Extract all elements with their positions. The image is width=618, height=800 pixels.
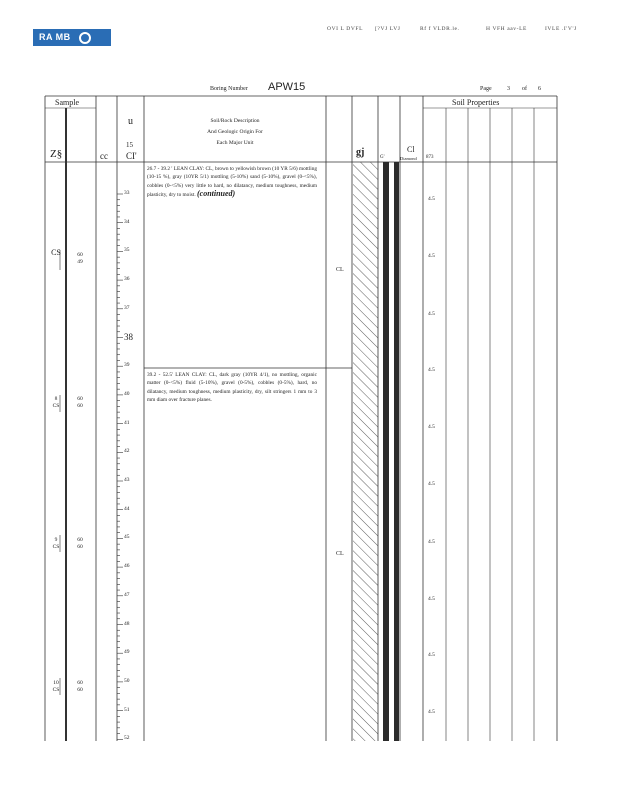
sample-4-blows: 60	[77, 686, 83, 693]
description-header-line-3: Each Major Unit	[216, 140, 254, 146]
sample-1-id	[48, 250, 64, 257]
header-label-873: 873	[426, 155, 434, 160]
header-label-u: u	[128, 116, 133, 127]
depth-label: 35	[124, 247, 130, 254]
depth-label: 39	[124, 362, 130, 369]
header-label-z: Z§	[50, 148, 63, 160]
pocket-pen-value: 4.5	[428, 253, 435, 259]
depth-label: 48	[124, 620, 130, 627]
unit-description-2-text: 39.2 - 52.5' LEAN CLAY: CL, dark gray (10YR 4/1), no mottling, organic matter (0-<5%) fluid (5-10%), gravel (0-5%), cobbles (0-5%), hard, no dilatancy, medium toughness, medium plasticity, dry, silt stringers 1 mm to 3 mm diam over fracture planes.	[147, 372, 317, 403]
sample-3-blows: 60	[77, 543, 83, 550]
description-header	[180, 116, 290, 149]
sample-2-values	[72, 396, 88, 409]
sample-3-type: CS	[52, 543, 60, 550]
pocket-pen-value: 4.5	[428, 424, 435, 430]
top-field-2: [?VJ LVJ	[375, 26, 401, 32]
depth-label: 40	[124, 390, 130, 397]
unit-description-2	[147, 371, 317, 404]
uscs-symbol-1: CL	[336, 267, 344, 273]
header-label-cc: cc	[100, 151, 108, 161]
header-label-ci: CI'	[126, 151, 137, 161]
sample-3-values	[72, 537, 88, 550]
top-field-4: H VFH aav-LE	[486, 26, 528, 32]
description-header-line-2: And Geologic Origin For	[207, 129, 263, 135]
boring-label: Boring Number	[210, 86, 248, 92]
unit-description-1	[147, 165, 317, 199]
sample-3-recovery: 60	[77, 537, 83, 543]
soil-properties-header: Soil Properties	[452, 98, 500, 107]
depth-label: 42	[124, 448, 130, 455]
sample-1-recovery: 60	[77, 252, 83, 258]
sample-1-blows: 49	[77, 258, 83, 265]
sample-4-recovery: 60	[77, 680, 83, 686]
sample-4-values	[72, 680, 88, 693]
depth-label: 36	[124, 276, 130, 283]
boring-number: APW15	[268, 81, 306, 93]
depth-label: 50	[124, 677, 130, 684]
sample-4-number: 10	[53, 680, 59, 686]
sample-2-blows: 60	[77, 402, 83, 409]
top-field-3: Rf f VLDR.le.	[420, 26, 460, 32]
header-label-g: G'	[380, 155, 385, 160]
depth-label: 46	[124, 563, 130, 570]
pocket-pen-value: 4.5	[428, 596, 435, 602]
header-label-gj: gj	[356, 147, 365, 158]
page-label: Page	[480, 86, 492, 92]
top-field-5: IVLE .I'V'J	[545, 26, 577, 32]
header-label-15: 15	[126, 141, 133, 149]
pocket-pen-value: 4.5	[428, 196, 435, 202]
page-of: of	[522, 86, 527, 92]
continued-note: (continued)	[196, 188, 236, 198]
uscs-symbol-2: CL	[336, 551, 344, 557]
header-label-diamond: Diamond	[400, 156, 417, 161]
sample-group-header: Sample	[55, 98, 79, 107]
sample-3-id	[48, 537, 64, 550]
page-total: 6	[538, 86, 541, 92]
logo-text: RA MB	[39, 32, 71, 42]
pocket-pen-value: 4.5	[428, 709, 435, 715]
sample-2-id	[48, 396, 64, 409]
unit-description-1-text: 26.7 - 39.2 ' LEAN CLAY: CL, brown to yellowish brown (10 YR 5/6) mottling (10-15 %), gray (10YR 5/1) mottling (5-10%) sand (5-10%), gravel (0-<5%), cobbles (0-<5%) very little to hard, no dilatancy, medium toughness, medium plasticity, dry to moist.	[147, 166, 317, 198]
depth-label: 34	[124, 218, 130, 225]
pocket-pen-value: 4.5	[428, 539, 435, 545]
depth-label: 52	[124, 735, 130, 742]
depth-label: 43	[124, 477, 130, 483]
sample-1-values	[72, 252, 88, 265]
depth-label: 47	[124, 591, 130, 598]
sample-2-type: CS	[52, 402, 60, 409]
depth-label: 38	[124, 331, 133, 342]
sample-3-number: 9	[54, 537, 58, 543]
pocket-pen-value: 4.5	[428, 311, 435, 317]
sample-2-recovery: 60	[77, 396, 83, 402]
pocket-pen-value: 4.5	[428, 481, 435, 487]
depth-label: 51	[124, 706, 130, 713]
depth-label: 41	[124, 419, 130, 426]
pocket-pen-value: 4.5	[428, 652, 435, 658]
sample-1-type: CS	[51, 248, 61, 257]
depth-label: 45	[124, 534, 130, 541]
depth-label: 49	[124, 649, 130, 656]
page-current: 3	[507, 86, 510, 92]
top-field-1: OVI L DVFL	[327, 26, 364, 32]
sample-4-id	[48, 680, 64, 693]
depth-label: 44	[124, 505, 130, 512]
header-label-cl: Cl	[407, 145, 415, 154]
pocket-pen-value: 4.5	[428, 367, 435, 373]
depth-label: 33	[124, 190, 130, 196]
depth-label: 37	[124, 304, 130, 311]
sample-2-number: 8	[54, 396, 58, 402]
description-header-line-1: Soil/Rock Description	[210, 118, 260, 124]
sample-4-type: CS	[52, 686, 60, 693]
